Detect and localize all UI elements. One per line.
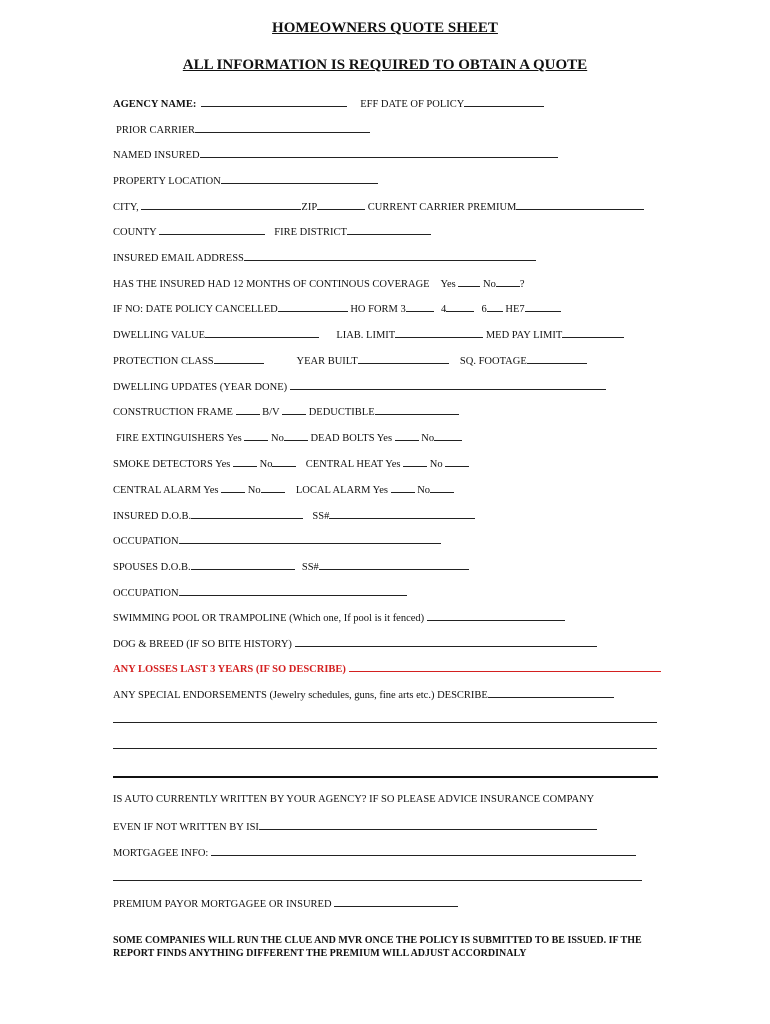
any-losses-label: ANY LOSSES LAST 3 YEARS (IF SO DESCRIBE): [113, 664, 346, 675]
ho-form-3-field[interactable]: [406, 302, 434, 312]
dog-breed-field[interactable]: [295, 637, 597, 647]
occupation-label: OCCUPATION: [113, 536, 179, 547]
swimming-pool-label: SWIMMING POOL OR TRAMPOLINE (Which one, If pool is it fenced): [113, 613, 425, 624]
sq-footage-label: SQ. FOOTAGE: [459, 356, 527, 367]
row-property-location: [113, 174, 378, 188]
special-endorsements-field[interactable]: [488, 688, 614, 698]
row-smoke-detectors: [113, 457, 469, 471]
row-dwelling-updates: [113, 380, 606, 394]
endorsements-line-2[interactable]: [113, 748, 657, 749]
row-spouses-dob: [113, 560, 469, 574]
smoke-detectors-label: SMOKE DETECTORS Yes: [113, 459, 231, 470]
auto-insurance-company-field[interactable]: [259, 820, 597, 830]
mortgagee-info-label: MORTGAGEE INFO:: [113, 848, 209, 859]
swimming-pool-field[interactable]: [427, 611, 565, 621]
row-continuous-coverage: [113, 277, 525, 291]
special-endorsements-label: ANY SPECIAL ENDORSEMENTS (Jewelry schedules, guns, fine arts etc.) DESCRIBE: [113, 690, 488, 701]
deductible-field[interactable]: [375, 405, 459, 415]
ho-form-6-label: 6: [481, 304, 487, 315]
construction-frame-label: CONSTRUCTION FRAME: [113, 407, 233, 418]
central-alarm-label: CENTRAL ALARM Yes: [113, 485, 219, 496]
construction-frame-field[interactable]: [236, 405, 260, 415]
page-title: HOMEOWNERS QUOTE SHEET: [272, 20, 498, 36]
row-dwelling-value: [113, 328, 624, 342]
fire-extinguishers-label: FIRE EXTINGUISHERS Yes: [116, 433, 242, 444]
eff-date-field[interactable]: [464, 97, 544, 107]
premium-payor-label: PREMIUM PAYOR MORTGAGEE OR INSURED: [113, 899, 332, 910]
fire-district-field[interactable]: [347, 225, 431, 235]
row-any-losses: [113, 662, 661, 676]
row-fire-extinguishers: [116, 431, 462, 445]
row-even-if-not: [113, 820, 597, 834]
fire-extinguishers-no-label: No: [270, 433, 284, 444]
fire-extinguishers-no-field[interactable]: [284, 431, 308, 441]
central-alarm-no-label: No: [247, 485, 261, 496]
zip-field[interactable]: [317, 200, 365, 210]
row-mortgagee-info: [113, 846, 636, 860]
year-built-label: YEAR BUILT: [296, 356, 358, 367]
insured-email-label: INSURED EMAIL ADDRESS: [113, 253, 244, 264]
eff-date-label: EFF DATE OF POLICY: [360, 99, 465, 110]
med-pay-limit-label: MED PAY LIMIT: [485, 330, 563, 341]
premium-payor-field[interactable]: [334, 897, 458, 907]
row-premium-payor: [113, 897, 458, 911]
dwelling-updates-label: DWELLING UPDATES (YEAR DONE): [113, 382, 288, 393]
ho-form-4-label: 4: [441, 304, 447, 315]
city-label: CITY,: [113, 202, 139, 213]
row-protection-class: [113, 354, 587, 368]
even-if-not-label: EVEN IF NOT WRITTEN BY ISI: [113, 822, 259, 833]
row-city: [113, 200, 644, 214]
row-dog-breed: [113, 637, 597, 651]
current-carrier-premium-field[interactable]: [516, 200, 644, 210]
prior-carrier-label: PRIOR CARRIER: [116, 125, 196, 136]
insured-ss-field[interactable]: [329, 509, 475, 519]
coverage-yes-label: Yes: [440, 279, 456, 290]
dead-bolts-yes-field[interactable]: [395, 431, 419, 441]
date-cancelled-label: IF NO: DATE POLICY CANCELLED: [113, 304, 278, 315]
year-built-field[interactable]: [358, 354, 449, 364]
coverage-yes-field[interactable]: [458, 277, 480, 287]
row-spouse-occupation: [113, 586, 407, 600]
spouses-dob-label: SPOUSES D.O.B.: [113, 562, 191, 573]
date-cancelled-field[interactable]: [278, 302, 348, 312]
dwelling-updates-field[interactable]: [290, 380, 606, 390]
sq-footage-field[interactable]: [527, 354, 587, 364]
named-insured-label: NAMED INSURED: [113, 150, 200, 161]
row-construction: [113, 405, 459, 419]
liab-limit-field[interactable]: [395, 328, 483, 338]
clue-mvr-notice: SOME COMPANIES WILL RUN THE CLUE AND MVR ONCE THE POLICY IS SUBMITTED TO BE ISSUED. IF THE REPORT FINDS ANYTHING DIFFERENT THE PREMIUM WILL ADJUST ACCORDINALY: [113, 935, 642, 959]
spouses-dob-field[interactable]: [191, 560, 295, 570]
protection-class-field[interactable]: [214, 354, 264, 364]
mortgagee-info-field[interactable]: [211, 846, 636, 856]
spouse-ss-field[interactable]: [319, 560, 469, 570]
endorsements-line-1[interactable]: [113, 722, 657, 723]
coverage-no-label: No: [482, 279, 496, 290]
smoke-detectors-no-field[interactable]: [272, 457, 296, 467]
med-pay-limit-field[interactable]: [562, 328, 624, 338]
row-special-endorsements: [113, 688, 614, 702]
property-location-label: PROPERTY LOCATION: [113, 176, 221, 187]
named-insured-field[interactable]: [200, 148, 558, 158]
insured-email-field[interactable]: [244, 251, 536, 261]
county-field[interactable]: [159, 225, 265, 235]
coverage-no-field[interactable]: [496, 277, 520, 287]
row-auto-written: [113, 794, 594, 806]
zip-label: ZIP: [301, 202, 318, 213]
protection-class-label: PROTECTION CLASS: [113, 356, 214, 367]
row-swimming-pool: [113, 611, 565, 625]
insured-ss-label: SS#: [312, 511, 330, 522]
row-central-alarm: [113, 483, 454, 497]
dead-bolts-no-field[interactable]: [434, 431, 462, 441]
bv-field[interactable]: [282, 405, 306, 415]
central-heat-yes-field[interactable]: [403, 457, 427, 467]
dead-bolts-label: DEAD BOLTS Yes: [310, 433, 393, 444]
local-alarm-no-label: No: [417, 485, 431, 496]
central-alarm-no-field[interactable]: [261, 483, 285, 493]
dwelling-value-field[interactable]: [205, 328, 319, 338]
continuous-coverage-label: HAS THE INSURED HAD 12 MONTHS OF CONTINOUS COVERAGE: [113, 279, 430, 290]
central-heat-no-field[interactable]: [445, 457, 469, 467]
dog-breed-label: DOG & BREED (IF SO BITE HISTORY): [113, 639, 292, 650]
fire-extinguishers-yes-field[interactable]: [244, 431, 268, 441]
page-subtitle: ALL INFORMATION IS REQUIRED TO OBTAIN A QUOTE: [182, 57, 588, 73]
smoke-detectors-yes-field[interactable]: [233, 457, 257, 467]
current-carrier-premium-label: CURRENT CARRIER PREMIUM: [367, 202, 517, 213]
local-alarm-label: LOCAL ALARM Yes: [295, 485, 388, 496]
occupation-field[interactable]: [179, 534, 441, 544]
bv-label: B/V: [262, 407, 280, 418]
central-alarm-yes-field[interactable]: [221, 483, 245, 493]
mortgagee-info-line-2[interactable]: [113, 880, 642, 881]
he7-label: HE7: [505, 304, 525, 315]
spouse-occupation-field[interactable]: [179, 586, 407, 596]
agency-name-label: AGENCY NAME:: [113, 99, 197, 110]
city-field[interactable]: [141, 200, 301, 210]
property-location-field[interactable]: [221, 174, 378, 184]
dwelling-value-label: DWELLING VALUE: [113, 330, 206, 341]
row-named-insured: [113, 148, 558, 162]
insured-dob-field[interactable]: [191, 509, 303, 519]
insured-dob-label: INSURED D.O.B.: [113, 511, 192, 522]
prior-carrier-field[interactable]: [195, 123, 370, 133]
he7-field[interactable]: [525, 302, 561, 312]
row-prior-carrier: [116, 123, 370, 137]
spouse-occupation-label: OCCUPATION: [113, 588, 179, 599]
row-insured-dob: [113, 509, 475, 523]
row-occupation: [113, 534, 441, 548]
fire-district-label: FIRE DISTRICT: [274, 227, 347, 238]
local-alarm-yes-field[interactable]: [391, 483, 415, 493]
ho-form-6-field[interactable]: [487, 302, 503, 312]
dead-bolts-no-label: No: [421, 433, 435, 444]
ho-form-4-field[interactable]: [446, 302, 474, 312]
county-label: COUNTY: [113, 227, 157, 238]
row-county: [113, 225, 431, 239]
row-email: [113, 251, 536, 265]
agency-name-field[interactable]: [201, 97, 347, 107]
ho-form-3-label: HO FORM 3: [350, 304, 406, 315]
central-heat-no-label: No: [429, 459, 443, 470]
row-policy-cancelled: [113, 302, 561, 316]
central-heat-label: CENTRAL HEAT Yes: [305, 459, 401, 470]
spouse-ss-label: SS#: [301, 562, 319, 573]
any-losses-field[interactable]: [349, 662, 661, 672]
local-alarm-no-field[interactable]: [430, 483, 454, 493]
smoke-detectors-no-label: No: [259, 459, 273, 470]
coverage-question-mark: ?: [519, 279, 525, 290]
section-divider: [113, 776, 658, 778]
auto-written-label: IS AUTO CURRENTLY WRITTEN BY YOUR AGENCY? IF SO PLEASE ADVICE INSURANCE COMPANY: [113, 794, 595, 805]
row-agency: [113, 97, 544, 111]
liab-limit-label: LIAB. LIMIT: [336, 330, 396, 341]
deductible-label: DEDUCTIBLE: [308, 407, 375, 418]
